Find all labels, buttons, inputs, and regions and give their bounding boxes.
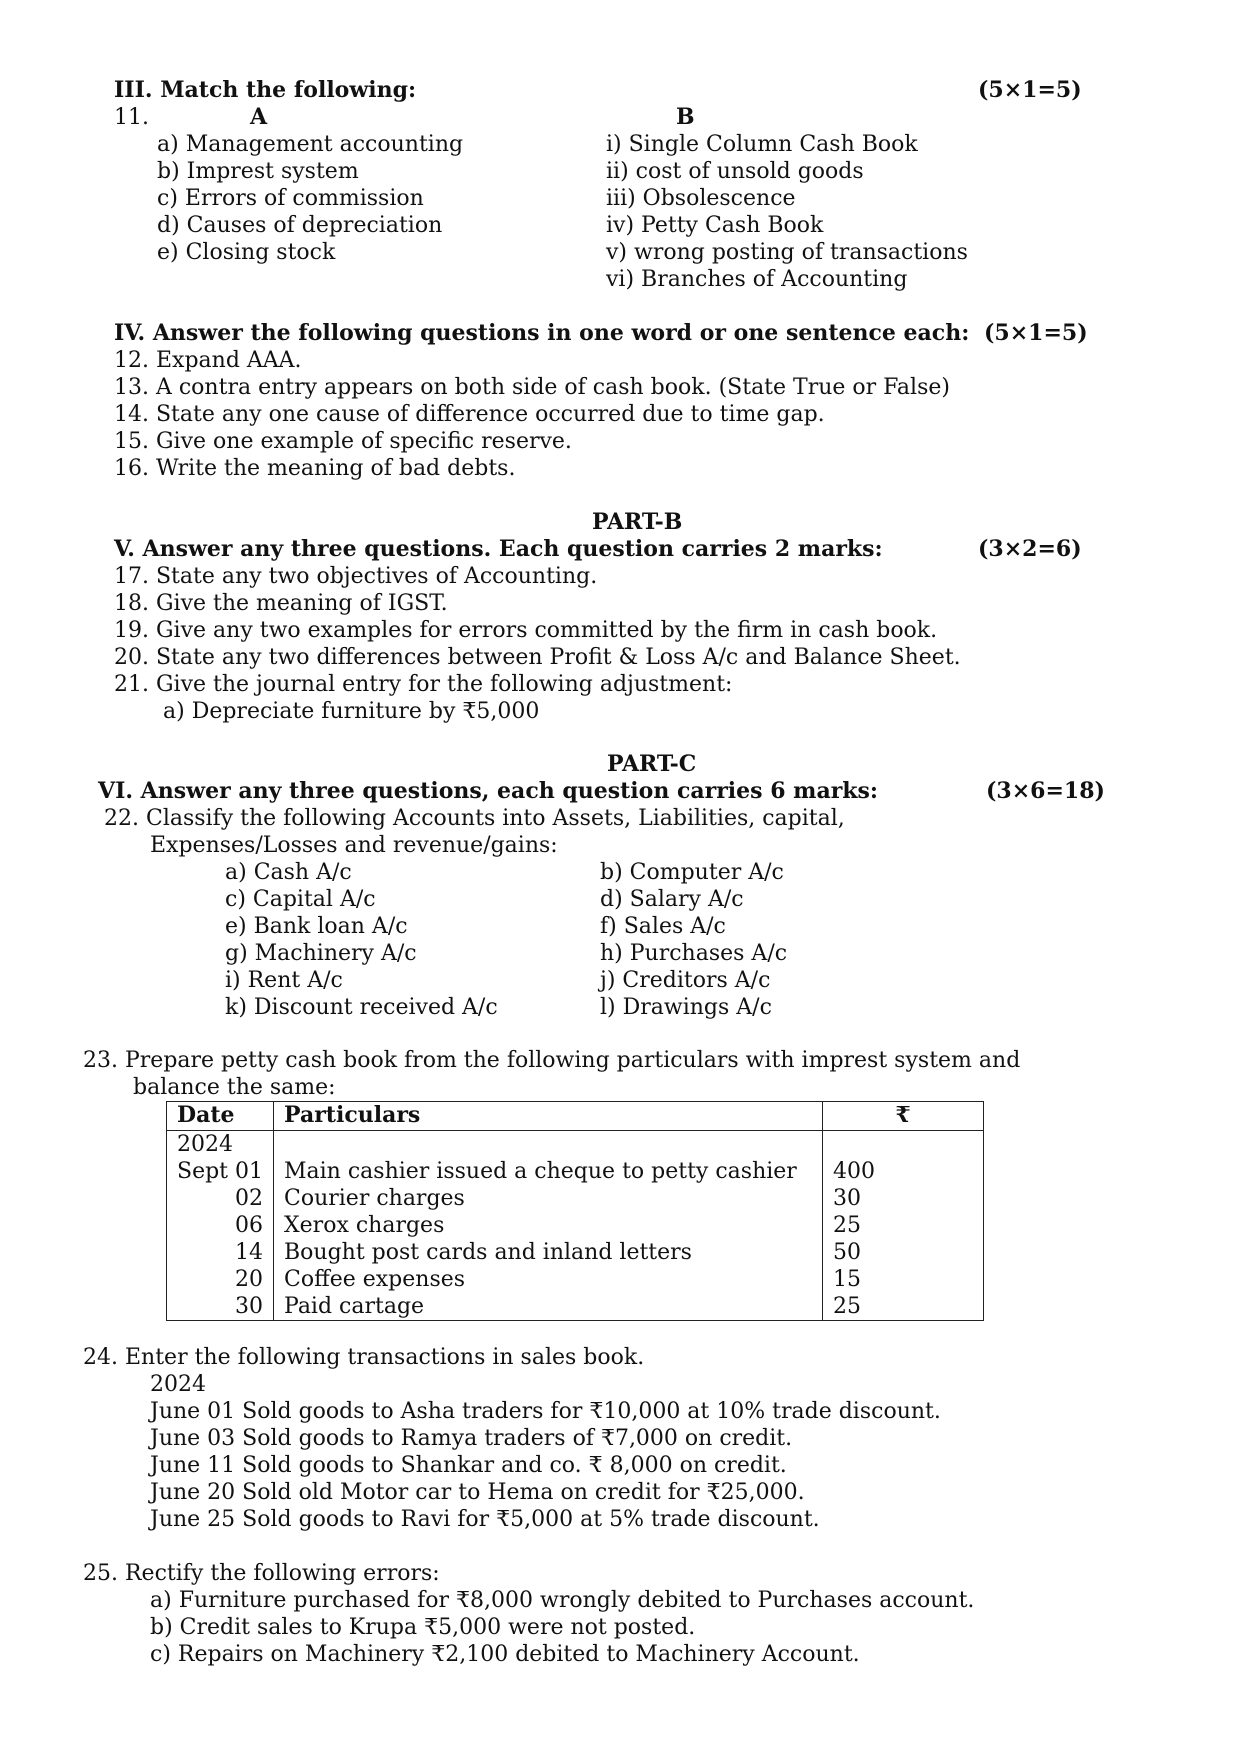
question: 13. A contra entry appears on both side of cash book. (State True or False) (114, 375, 950, 400)
account-item: d) Salary A/c (600, 887, 744, 912)
transaction-item: June 01 Sold goods to Asha traders for ₹10,000 at 10% trade discount. (150, 1399, 941, 1424)
account-item: h) Purchases A/c (600, 941, 788, 966)
question: 19. Give any two examples for errors committed by the firm in cash book. (114, 618, 938, 643)
amount-value: 15 (833, 1267, 861, 1292)
amount-cell (823, 1131, 984, 1321)
match-a-item: e) Closing stock (157, 240, 336, 265)
match-b-item: iii) Obsolescence (606, 186, 796, 211)
col-b-header: B (676, 104, 695, 130)
error-item: c) Repairs on Machinery ₹2,100 debited to Machinery Account. (150, 1642, 860, 1667)
date-cell (167, 1131, 274, 1321)
q22-line2: Expenses/Losses and revenue/gains: (150, 833, 558, 858)
amount-value: 400 (833, 1159, 875, 1184)
sec6-marks: (3×6=18) (986, 778, 1105, 804)
transaction-item: June 25 Sold goods to Ravi for ₹5,000 at 5% trade discount. (150, 1507, 820, 1532)
question: 14. State any one cause of difference occurred due to time gap. (114, 402, 825, 427)
date-value: 06 (235, 1213, 263, 1238)
question: 21. Give the journal entry for the following adjustment: (114, 672, 733, 697)
transaction-item: June 11 Sold goods to Shankar and co. ₹ 8,000 on credit. (150, 1453, 787, 1478)
account-item: k) Discount received A/c (225, 995, 498, 1020)
match-b-item: iv) Petty Cash Book (606, 213, 824, 238)
table-body-row (167, 1131, 984, 1321)
match-a-item: a) Management accounting (157, 132, 464, 157)
q22-right-list (600, 859, 787, 1021)
sec5-questions (114, 563, 961, 698)
match-b-item: ii) cost of unsold goods (606, 159, 864, 184)
q24-line1: 24. Enter the following transactions in sales book. (83, 1345, 645, 1370)
part-b-title: PART-B (592, 509, 683, 535)
account-item: f) Sales A/c (600, 914, 726, 939)
sec3-heading: III. Match the following: (114, 77, 417, 103)
match-b-item: i) Single Column Cash Book (606, 132, 918, 157)
q24-transactions (150, 1398, 941, 1533)
particular-value: Courier charges (284, 1186, 465, 1211)
error-item: b) Credit sales to Krupa ₹5,000 were not posted. (150, 1615, 696, 1640)
q24-year: 2024 (150, 1372, 206, 1397)
amount-value: 25 (833, 1294, 861, 1319)
q21-subitem: a) Depreciate furniture by ₹5,000 (163, 699, 540, 724)
q22-left-list (225, 859, 498, 1021)
match-a-item: b) Imprest system (157, 159, 359, 184)
particulars-cell (274, 1131, 823, 1321)
match-a-item: c) Errors of commission (157, 186, 424, 211)
question: 20. State any two differences between Profit & Loss A/c and Balance Sheet. (114, 645, 961, 670)
sec4-questions (114, 347, 950, 482)
amount-value: 30 (833, 1186, 861, 1211)
match-a-item: d) Causes of depreciation (157, 213, 443, 238)
header-date: Date (167, 1102, 274, 1131)
date-value: Sept 01 (177, 1159, 264, 1184)
match-b-item: vi) Branches of Accounting (606, 267, 908, 292)
sec3-marks: (5×1=5) (978, 77, 1082, 103)
question: 16. Write the meaning of bad debts. (114, 456, 516, 481)
transaction-item: June 20 Sold old Motor car to Hema on credit for ₹25,000. (150, 1480, 805, 1505)
match-column-a (157, 131, 463, 266)
date-value: 2024 (177, 1132, 233, 1157)
question: 17. State any two objectives of Accounting. (114, 564, 598, 589)
account-item: b) Computer A/c (600, 860, 784, 885)
sec5-heading: V. Answer any three questions. Each question carries 2 marks: (114, 536, 883, 562)
petty-cash-table (166, 1101, 984, 1321)
q25-line1: 25. Rectify the following errors: (83, 1561, 440, 1586)
table-header-row (167, 1102, 984, 1131)
account-item: j) Creditors A/c (600, 968, 771, 993)
q23-line2: balance the same: (133, 1075, 336, 1100)
particular-value: Main cashier issued a cheque to petty cashier (284, 1159, 797, 1184)
particular-value: Xerox charges (284, 1213, 445, 1238)
date-value: 20 (235, 1267, 263, 1292)
header-particulars: Particulars (274, 1102, 823, 1131)
error-item: a) Furniture purchased for ₹8,000 wrongly debited to Purchases account. (150, 1588, 975, 1613)
account-item: l) Drawings A/c (600, 995, 772, 1020)
account-item: i) Rent A/c (225, 968, 343, 993)
sec4-heading: IV. Answer the following questions in one word or one sentence each: (114, 320, 970, 346)
account-item: g) Machinery A/c (225, 941, 417, 966)
date-value: 30 (235, 1294, 263, 1319)
account-item: a) Cash A/c (225, 860, 352, 885)
sec5-marks: (3×2=6) (978, 536, 1082, 562)
header-amount: ₹ (823, 1102, 984, 1131)
col-a-header: A (250, 104, 268, 130)
sec4-marks: (5×1=5) (984, 320, 1088, 346)
amount-value: 50 (833, 1240, 861, 1265)
question: 12. Expand AAA. (114, 348, 302, 373)
transaction-item: June 03 Sold goods to Ramya traders of ₹7,000 on credit. (150, 1426, 793, 1451)
question: 15. Give one example of specific reserve. (114, 429, 572, 454)
question: 18. Give the meaning of IGST. (114, 591, 448, 616)
date-value: 14 (235, 1240, 263, 1265)
match-column-b (606, 131, 968, 293)
particular-value: Coffee expenses (284, 1267, 466, 1292)
account-item: e) Bank loan A/c (225, 914, 408, 939)
date-value: 02 (235, 1186, 263, 1211)
q22-line1: 22. Classify the following Accounts into Assets, Liabilities, capital, (104, 806, 845, 831)
q11-number: 11. (114, 105, 149, 130)
match-b-item: v) wrong posting of transactions (606, 240, 968, 265)
part-c-title: PART-C (607, 751, 697, 777)
q23-line1: 23. Prepare petty cash book from the following particulars with imprest system and (83, 1048, 1021, 1073)
sec6-heading: VI. Answer any three questions, each question carries 6 marks: (98, 778, 879, 804)
particular-value: Paid cartage (284, 1294, 425, 1319)
account-item: c) Capital A/c (225, 887, 376, 912)
q25-errors (150, 1587, 974, 1668)
amount-value: 25 (833, 1213, 861, 1238)
particular-value: Bought post cards and inland letters (284, 1240, 692, 1265)
